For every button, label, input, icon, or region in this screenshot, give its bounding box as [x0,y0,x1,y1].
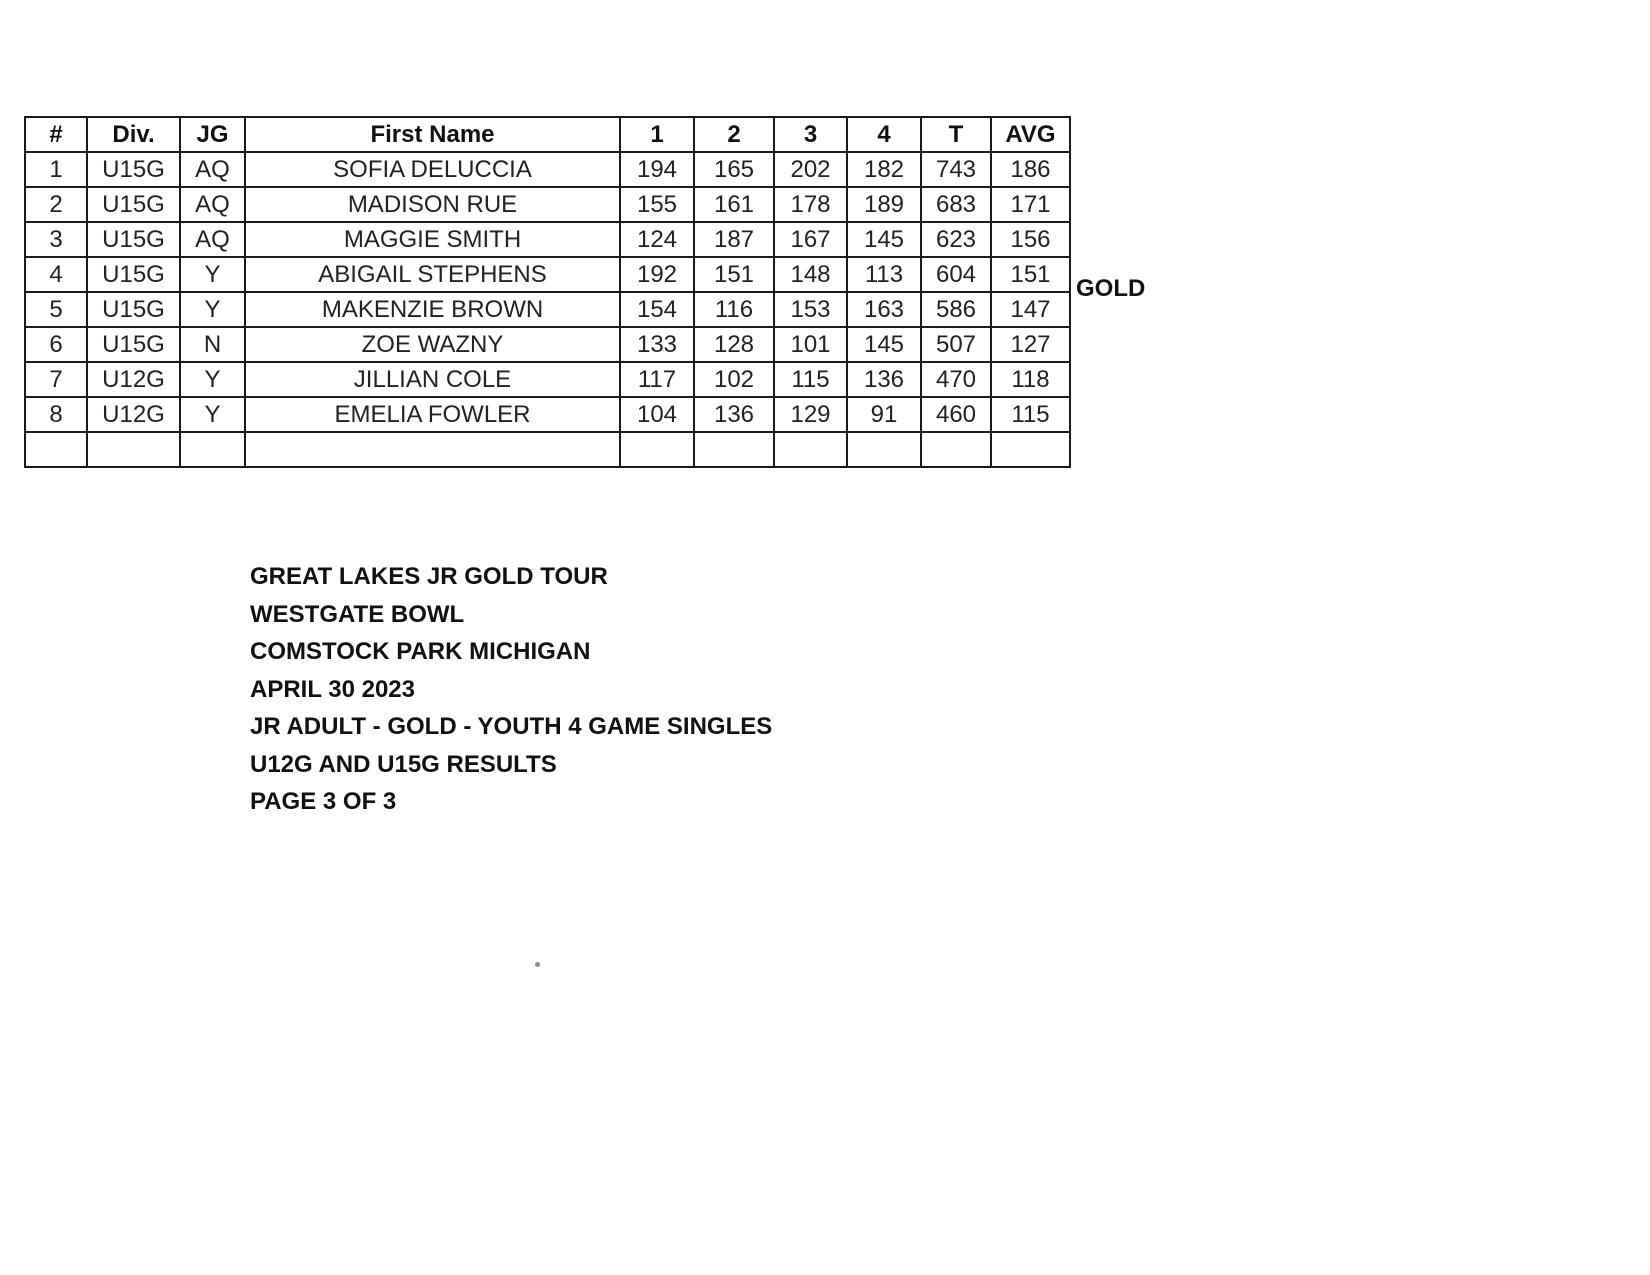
table-row [25,222,1070,257]
cell-first-name: ZOE WAZNY [245,327,620,362]
table-body [25,152,1070,467]
cell-game-3: 202 [774,152,847,187]
cell-game-4: 145 [847,222,921,257]
cell-average [991,432,1070,467]
cell-jg: AQ [180,152,245,187]
cell-game-3 [774,432,847,467]
cell-first-name [245,432,620,467]
cell-game-2: 102 [694,362,774,397]
gold-qualifier-note: GOLD [1076,275,1146,302]
cell-total: 604 [921,257,991,292]
table-header-row [25,117,1070,152]
cell-division: U15G [87,152,180,187]
cell-rank: 4 [25,257,87,292]
cell-game-2: 116 [694,292,774,327]
cell-division: U15G [87,257,180,292]
cell-jg: AQ [180,187,245,222]
table-row [25,292,1070,327]
cell-game-2: 165 [694,152,774,187]
header-game-1: 1 [620,117,694,152]
cell-game-2: 128 [694,327,774,362]
cell-total: 683 [921,187,991,222]
header-game-4: 4 [847,117,921,152]
header-rank: # [25,117,87,152]
table-row [25,397,1070,432]
table-row [25,362,1070,397]
cell-division: U15G [87,222,180,257]
cell-first-name: MADISON RUE [245,187,620,222]
header-total: T [921,117,991,152]
cell-game-4: 182 [847,152,921,187]
cell-division: U12G [87,397,180,432]
cell-game-4 [847,432,921,467]
cell-game-3: 153 [774,292,847,327]
cell-rank: 3 [25,222,87,257]
cell-game-1: 104 [620,397,694,432]
cell-division: U15G [87,292,180,327]
cell-game-3: 101 [774,327,847,362]
cell-first-name: ABIGAIL STEPHENS [245,257,620,292]
cell-rank: 6 [25,327,87,362]
cell-first-name: EMELIA FOWLER [245,397,620,432]
event-tour-name: GREAT LAKES JR GOLD TOUR [250,563,608,590]
results-table [24,116,1071,468]
cell-game-4: 189 [847,187,921,222]
table-row [25,152,1070,187]
cell-game-1: 154 [620,292,694,327]
cell-game-1: 133 [620,327,694,362]
cell-total: 623 [921,222,991,257]
event-venue: WESTGATE BOWL [250,600,465,628]
cell-jg: N [180,327,245,362]
cell-rank: 5 [25,292,87,327]
event-date: APRIL 30 2023 [250,675,415,703]
cell-game-4: 113 [847,257,921,292]
cell-division [87,432,180,467]
cell-game-4: 91 [847,397,921,432]
cell-game-3: 167 [774,222,847,257]
cell-average: 156 [991,222,1070,257]
cell-game-1: 117 [620,362,694,397]
cell-jg: Y [180,257,245,292]
header-division: Div. [87,117,180,152]
table-row [25,432,1070,467]
cell-game-3: 148 [774,257,847,292]
event-location: COMSTOCK PARK MICHIGAN [250,638,591,665]
scan-speck [535,962,540,967]
cell-first-name: MAKENZIE BROWN [245,292,620,327]
event-info-block [250,558,772,821]
cell-average: 127 [991,327,1070,362]
cell-rank: 7 [25,362,87,397]
cell-total: 460 [921,397,991,432]
cell-rank [25,432,87,467]
cell-first-name: MAGGIE SMITH [245,222,620,257]
cell-rank: 1 [25,152,87,187]
cell-game-3: 178 [774,187,847,222]
cell-total: 586 [921,292,991,327]
header-jg: JG [180,117,245,152]
cell-average: 118 [991,362,1070,397]
header-game-2: 2 [694,117,774,152]
header-first-name: First Name [245,117,620,152]
cell-game-1: 192 [620,257,694,292]
cell-game-1: 155 [620,187,694,222]
header-game-3: 3 [774,117,847,152]
cell-game-1: 194 [620,152,694,187]
cell-average: 171 [991,187,1070,222]
table-row [25,327,1070,362]
cell-first-name: SOFIA DELUCCIA [245,152,620,187]
cell-rank: 2 [25,187,87,222]
cell-division: U15G [87,187,180,222]
cell-game-1: 124 [620,222,694,257]
cell-average: 115 [991,397,1070,432]
cell-division: U12G [87,362,180,397]
table-row [25,257,1070,292]
cell-game-3: 129 [774,397,847,432]
cell-total: 470 [921,362,991,397]
cell-rank: 8 [25,397,87,432]
cell-total: 507 [921,327,991,362]
cell-game-2: 136 [694,397,774,432]
cell-division: U15G [87,327,180,362]
cell-game-2: 187 [694,222,774,257]
cell-first-name: JILLIAN COLE [245,362,620,397]
cell-jg: AQ [180,222,245,257]
cell-total: 743 [921,152,991,187]
cell-average: 147 [991,292,1070,327]
cell-game-2: 151 [694,257,774,292]
cell-game-4: 145 [847,327,921,362]
cell-average: 186 [991,152,1070,187]
cell-game-4: 163 [847,292,921,327]
page-number: PAGE 3 OF 3 [250,788,397,815]
cell-jg: Y [180,292,245,327]
cell-game-4: 136 [847,362,921,397]
event-format: JR ADULT - GOLD - YOUTH 4 GAME SINGLES [250,713,773,740]
event-divisions: U12G AND U15G RESULTS [250,750,557,778]
cell-game-1 [620,432,694,467]
cell-jg: Y [180,362,245,397]
cell-average: 151 [991,257,1070,292]
table-row [25,187,1070,222]
cell-game-2: 161 [694,187,774,222]
cell-total [921,432,991,467]
cell-jg: Y [180,397,245,432]
cell-jg [180,432,245,467]
header-average: AVG [991,117,1070,152]
cell-game-3: 115 [774,362,847,397]
cell-game-2 [694,432,774,467]
